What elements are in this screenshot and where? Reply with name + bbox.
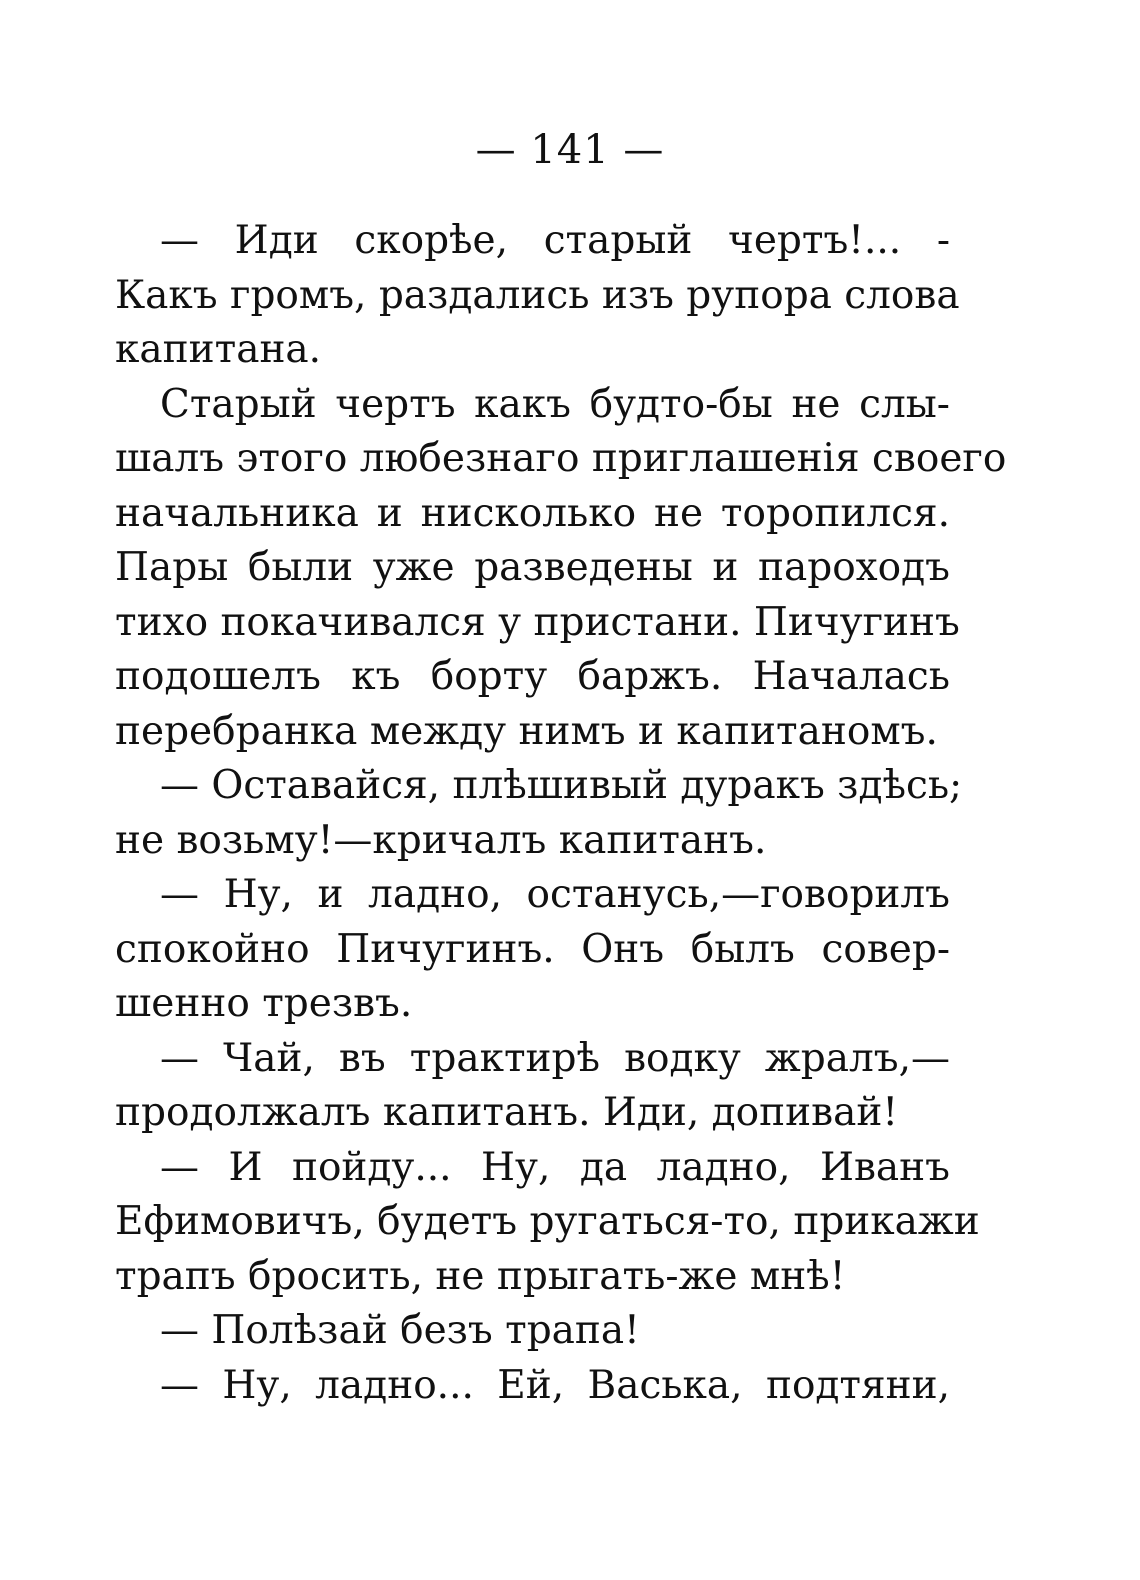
text-line-15: шенно трезвъ. (115, 981, 413, 1026)
text-line-13: — Ну, и ладно, останусь,—говорилъ (160, 872, 950, 917)
text-line-6: начальника и нисколько не торопился. (115, 490, 950, 536)
text-line-8: тихо покачивался у пристани. Пичугинъ (115, 599, 960, 645)
text-line-19: Ефимовичъ, будетъ ругаться-то, прикажи (115, 1199, 980, 1244)
text-line-17: продолжалъ капитанъ. Иди, допивай! (115, 1090, 899, 1135)
text-line-3: капитана. (115, 327, 322, 372)
text-line-20: трапъ бросить, не прыгать-же мнѣ! (115, 1253, 846, 1299)
text-line-22: — Ну, ладно... Ей, Васька, подтяни, (160, 1362, 950, 1408)
text-line-7: Пары были уже разведены и пароходъ (115, 545, 950, 590)
body-text (115, 214, 1007, 1413)
text-line-21: — Полѣзай безъ трапа! (160, 1308, 640, 1353)
text-line-9: подошелъ къ борту баржъ. Началась (115, 654, 950, 699)
text-line-1: — Иди скорѣе, старый чертъ!... - (160, 218, 950, 263)
text-line-12: не возьму!—кричалъ капитанъ. (115, 817, 767, 863)
text-line-11: — Оставайся, плѣшивый дуракъ здѣсь; (160, 763, 963, 808)
text-line-5: шалъ этого любезнаго приглашенія своего (115, 436, 1007, 481)
text-line-16: — Чай, въ трактирѣ водку жралъ,— (160, 1035, 950, 1081)
text-line-14: спокойно Пичугинъ. Онъ былъ совер- (115, 926, 950, 972)
page-number: — 141 — (475, 127, 665, 173)
text-line-10: перебранка между нимъ и капитаномъ. (115, 708, 938, 754)
text-line-4: Старый чертъ какъ будто-бы не слы- (160, 381, 950, 427)
text-line-18: — И пойду... Ну, да ладно, Иванъ (160, 1144, 950, 1190)
text-line-2: Какъ громъ, раздались изъ рупора слова (115, 272, 960, 318)
